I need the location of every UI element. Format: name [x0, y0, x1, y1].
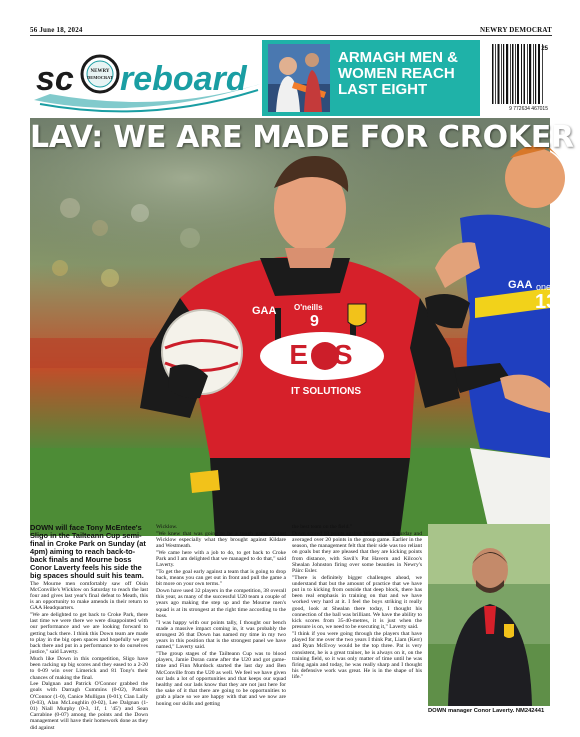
inset-caption: DOWN manager Conor Laverty. NM242441 [428, 708, 545, 714]
article-column-2 [156, 524, 286, 707]
logo-badge-bottom: DEMOCRAT [87, 75, 113, 80]
jersey-brand: O'neills [294, 303, 323, 312]
logo-badge-top: NEWRY [90, 69, 110, 74]
article-paragraph: Down scored 18 points against Wicklow on Saturday and averaged over 20 points in the group game. Earlier in the season, the management felt that their side was too reliant on goals but they are pleased that they are kicking points from distance, with Savil's Pat Havern and Kilcoo's Shealan Johnston firing over some beauties in Newry's Páirc Esler. [292, 530, 422, 574]
headline: LAV: WE ARE MADE FOR CROKER [30, 120, 574, 155]
article-column-1 [30, 524, 148, 731]
logo-text-left: sc [36, 60, 74, 98]
jersey-gaa: GAA [252, 305, 277, 317]
article-paragraph: "We knew that was going to be a tough game against Wicklow especially what they brought against Kildare and Westmeath. [156, 530, 286, 550]
article-column-3 [292, 524, 422, 681]
opponent-brand: GAA [508, 279, 533, 291]
article-paragraph: Lee Dalgnan and Patrick O'Connor grabbed the goals with Darragh Cummins (0-02), Patrick O'Connor (1-0), Canice Mulligan (0-01); Cian Lally (0-03), Alan McLoughlin (0-02), Lee Dalgnan (1-01) Niall Murphy (0-3, 1f, 1 '45') and Sean Carrabine (0-07) among the points and the Down management will have their homework done as they did against [30, 681, 148, 731]
promo-box[interactable] [262, 40, 480, 116]
promo-headline: ARMAGH MEN & WOMEN REACH LAST EIGHT [338, 49, 458, 98]
article-paragraph: "To get the goal early against a team that is going to drop back, means you can get out in front and pull the game a bit more on your own terms." [156, 568, 286, 588]
article-paragraph: Wicklow. [156, 524, 178, 530]
jersey-number: 9 [310, 313, 319, 330]
barcode-issue: 25 [541, 46, 548, 52]
article-standfirst: DOWN will face Tony McEntee's Sligo in the Tailteann Cup semi-final in Croke Park on Sunday (at 4pm) aiming to reach back-to-back finals and Mourne boss Conor Laverty feels his side the big spaces should suit his team. [30, 523, 146, 580]
article-paragraph: "The group stages of the Tailteann Cup was to blood players, Jamie Doran came after the U20 and got game-time and Finn Murdock started the last day and Ben McConville from the U20 as well. We feel we have given our lads a lot of opportunities and that keeps our squad healthy and our lads know that they are not just here for the sake of it that there are going to be opportunities to grab a place so we are happy with that and we now are honing our skills and getting [156, 651, 286, 707]
page-date: 56 June 18, 2024 [30, 26, 83, 34]
running-head [30, 26, 552, 36]
article-paragraph: "We are delighted to get back to Croke Park, there last time we were there we were disappointed with our performance and we are looking forward to getting back there. I think this Down team are made to play in the big open spaces and hopefully we get back there and put in a performance to do ourselves justice," said Laverty. [30, 612, 148, 656]
paper-name: NEWRY DEMOCRAT [480, 26, 552, 34]
promo-photo [268, 44, 330, 112]
jersey-sponsor-sub: IT SOLUTIONS [291, 386, 361, 397]
article-paragraph: "We came here with a job to do, to get back to Croke Park and I am delighted that we managed to do that," said Laverty. [156, 549, 286, 569]
barcode [486, 40, 552, 116]
main-photo [30, 118, 574, 536]
barcode-digits: 9 772634 467015 [509, 106, 548, 112]
logo-badge [82, 56, 118, 92]
logo-text-right: reboard [120, 60, 247, 98]
article-paragraph: The Mourne men comfortably saw off Oisín McConville's Wicklow on Saturday to reach the last four and gives last year's final defeat to Meath, this is an opportunity to make amends in their return to GAA Headquarters. [30, 580, 148, 612]
scoreboard-logo [30, 44, 262, 118]
article-paragraph: "I was happy with our points tally, I thought our bench made a massive impact coming in, it was probably the strongest 26 that Down has named my time in my two years in this position that is the strongest panel we have named," Laverty said. [156, 619, 286, 651]
jersey-sponsor: EOS [289, 339, 355, 370]
article-paragraph: Much like Down in this competition, Sligo have been racking up big scores and they eased to a 2-20 to 0-09 win over Limerick and 81 Tony's their chances of making the final. [30, 655, 148, 681]
article-paragraph: Down have used 32 players in the competition, 38 overall this year, as many of the successful U20 team a couple of years ago making the step up and the Mourne men's squad is at its strongest at the right time according to the boss. [156, 588, 286, 619]
opponent-number: 13 [535, 291, 558, 313]
inset-photo [428, 524, 550, 706]
article-paragraph: the best team on the field." [292, 524, 353, 530]
article-paragraph: "I think if you were going through the players that have played for me over the two years I think Pat, Liam (Kerr) and Ryan McEvoy would be the top three. Pat is very consistent, he is a great trainer, he is always on it, on the training field, so it was only matter of time until he was firing again and today, he was really sharp and I thought his defensive work was great. He is in the shape of his life." [292, 630, 422, 681]
article-paragraph: "There is definitely bigger challenges ahead, we understand that but the amount of practice that we have put in to kicking from outside that deep block, there has been real emphasis in training on that and we have worked very hard at it. I feel the boys striking it really good, look at Shealan there today, I thought his connection of the ball was brilliant. We have the ability to kick scores from 35-40-metres, it is just when the pressure is on, we need to be executing it," Laverty said. [292, 574, 422, 631]
opponent-brand-2: one [536, 282, 552, 292]
